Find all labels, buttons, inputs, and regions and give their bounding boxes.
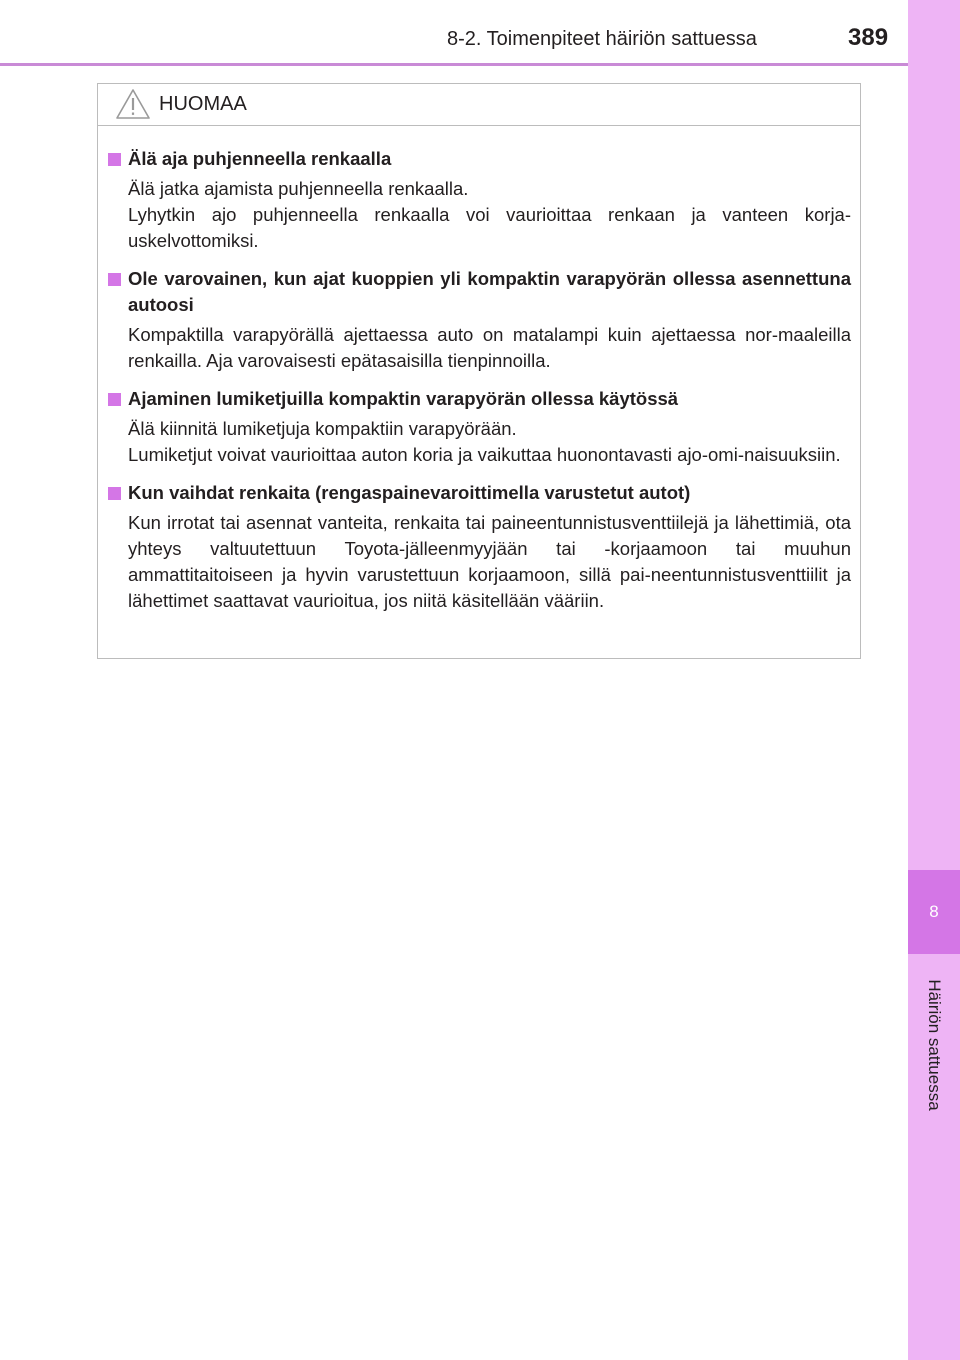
notice-item bbox=[108, 146, 851, 254]
notice-item-heading: Älä aja puhjenneella renkaalla bbox=[128, 148, 392, 169]
notice-item-body bbox=[108, 510, 851, 614]
notice-item-heading-row bbox=[108, 266, 851, 318]
notice-item-paragraph: Lumiketjut voivat vaurioittaa auton koria ja vaikuttaa huonontavasti ajo-omi-naisuuksiin. bbox=[128, 444, 841, 465]
notice-item bbox=[108, 266, 851, 374]
warning-triangle-icon bbox=[115, 88, 151, 120]
notice-item-paragraph: Kun irrotat tai asennat vanteita, renkaita tai paineentunnistusventtiilejä ja lähettimiä, ota yhteys valtuutettuun Toyota-jälleenmyyjään tai -korjaamoon tai muuhun ammattitaitoiseen ja hyvin varustettuun korjaamoon, sillä pai-neentunnistusventtiilit ja lähettimet saattavat vaurioitua, jos niitä käsitellään vääriin. bbox=[128, 512, 851, 611]
notice-box bbox=[97, 83, 861, 659]
notice-item-heading-row bbox=[108, 480, 851, 506]
notice-item bbox=[108, 386, 851, 468]
chapter-side-tab bbox=[908, 0, 960, 1360]
notice-item-heading: Ole varovainen, kun ajat kuoppien yli kompaktin varapyörän ollessa asennettuna autoosi bbox=[128, 268, 851, 315]
chapter-number: 8 bbox=[929, 902, 939, 921]
header-rule bbox=[0, 63, 908, 66]
notice-body bbox=[98, 126, 860, 614]
notice-item-heading: Kun vaihdat renkaita (rengaspainevaroittimella varustetut autot) bbox=[128, 482, 691, 503]
notice-item-body bbox=[108, 322, 851, 374]
notice-title: HUOMAA bbox=[159, 93, 247, 115]
notice-item-body bbox=[108, 176, 851, 254]
notice-item-paragraph: Kompaktilla varapyörällä ajettaessa auto on matalampi kuin ajettaessa nor-maaleilla renkailla. Aja varovaisesti epätasaisilla tienpinnoilla. bbox=[128, 324, 851, 371]
notice-item-paragraph: Älä kiinnitä lumiketjuja kompaktiin varapyörään. bbox=[128, 418, 517, 439]
notice-item-paragraph: Lyhytkin ajo puhjenneella renkaalla voi vaurioittaa renkaan ja vanteen korja-uskelvottomiksi. bbox=[128, 204, 851, 251]
notice-item-heading-row bbox=[108, 386, 851, 412]
notice-header bbox=[98, 84, 860, 126]
square-bullet-icon bbox=[108, 393, 121, 406]
page-number: 389 bbox=[848, 24, 889, 51]
notice-item-heading-row bbox=[108, 146, 851, 172]
chapter-number-box[interactable] bbox=[908, 870, 960, 954]
square-bullet-icon bbox=[108, 487, 121, 500]
notice-item-heading: Ajaminen lumiketjuilla kompaktin varapyörän ollessa käytössä bbox=[128, 388, 679, 409]
notice-item-paragraph: Älä jatka ajamista puhjenneella renkaalla. bbox=[128, 178, 469, 199]
square-bullet-icon bbox=[108, 153, 121, 166]
chapter-title: Häiriön sattuessa bbox=[925, 979, 944, 1111]
notice-item-body bbox=[108, 416, 851, 468]
notice-item bbox=[108, 480, 851, 614]
section-title: 8-2. Toimenpiteet häiriön sattuessa bbox=[447, 28, 757, 50]
square-bullet-icon bbox=[108, 273, 121, 286]
